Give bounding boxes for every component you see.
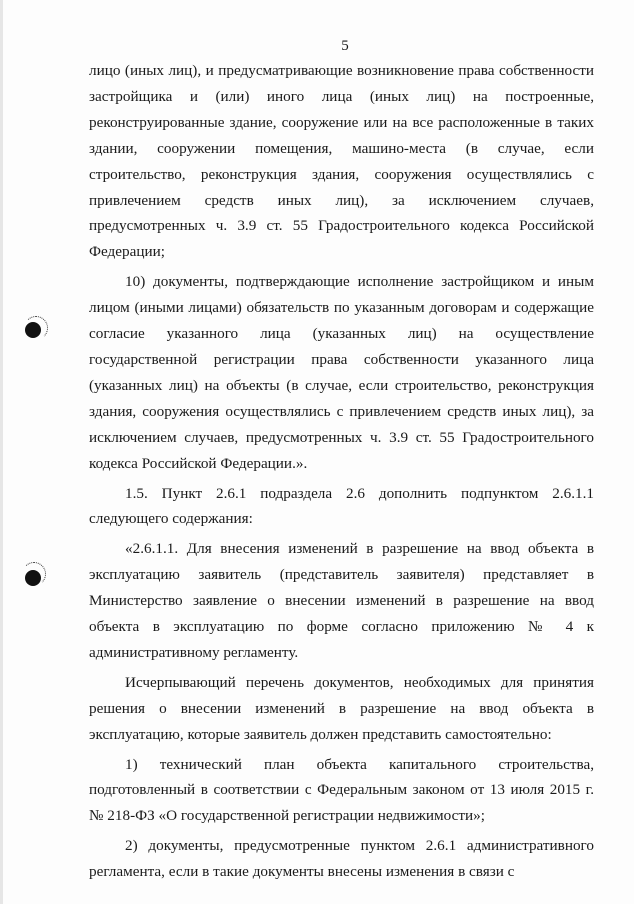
paragraph-4: «2.6.1.1. Для внесения изменений в разрешение на ввод объекта в эксплуатацию заявитель (представитель заявителя) представляет в Министерство заявление о внесении изменений в разрешение на ввод объекта в эксплуатацию по форме согласно приложению № 4 к административному регламенту. xyxy=(89,540,594,661)
punch-hole-bottom xyxy=(25,570,41,586)
paragraph-7: 2) документы, предусмотренные пунктом 2.6.1 административного регламента, если в такие документы внесены изменения в связи с xyxy=(89,837,594,881)
paragraph-1: лицо (иных лиц), и предусматривающие возникновение права собственности застройщика и (или) иного лица (иных лиц) на построенные, реконструированные здание, сооружение или на все расположенные в таких здании, сооружении помещения, машино-места (в случае, если строительство, реконструкция здания, сооружения осуществлялись с привлечением средств иных лиц), за исключением случаев, предусмотренных ч. 3.9 ст. 55 Градостроительного кодекса Российской Федерации; xyxy=(89,62,594,261)
paragraph-3: 1.5. Пункт 2.6.1 подраздела 2.6 дополнить подпунктом 2.6.1.1 следующего содержания: xyxy=(89,484,594,528)
page-number: 5 xyxy=(341,38,349,54)
paragraph-5: Исчерпывающий перечень документов, необходимых для принятия решения о внесении изменений в разрешение на ввод объекта в эксплуатацию, которые заявитель должен представить самостоятельно: xyxy=(89,673,594,743)
paragraph-6: 1) технический план объекта капитального строительства, подготовленный в соответствии с Федеральным законом от 13 июля 2015 г. № 218-ФЗ «О государственной регистрации недвижимости»; xyxy=(89,755,594,825)
punch-hole-top xyxy=(25,322,41,338)
document-body xyxy=(89,58,594,885)
page-edge-shadow xyxy=(0,0,3,904)
paragraph-2: 10) документы, подтверждающие исполнение застройщиком и иным лицом (иными лицами) обязательств по указанным договорам и содержащие согласие указанного лица (указанных лиц) на осуществление государственной регистрации права собственности указанного лица (указанных лиц) на объекты (в случае, если строительство, реконструкция здания, сооружения осуществлялись с привлечением средств иных лиц), за исключением случаев, предусмотренных ч. 3.9 ст. 55 Градостроительного кодекса Российской Федерации.». xyxy=(89,273,594,472)
